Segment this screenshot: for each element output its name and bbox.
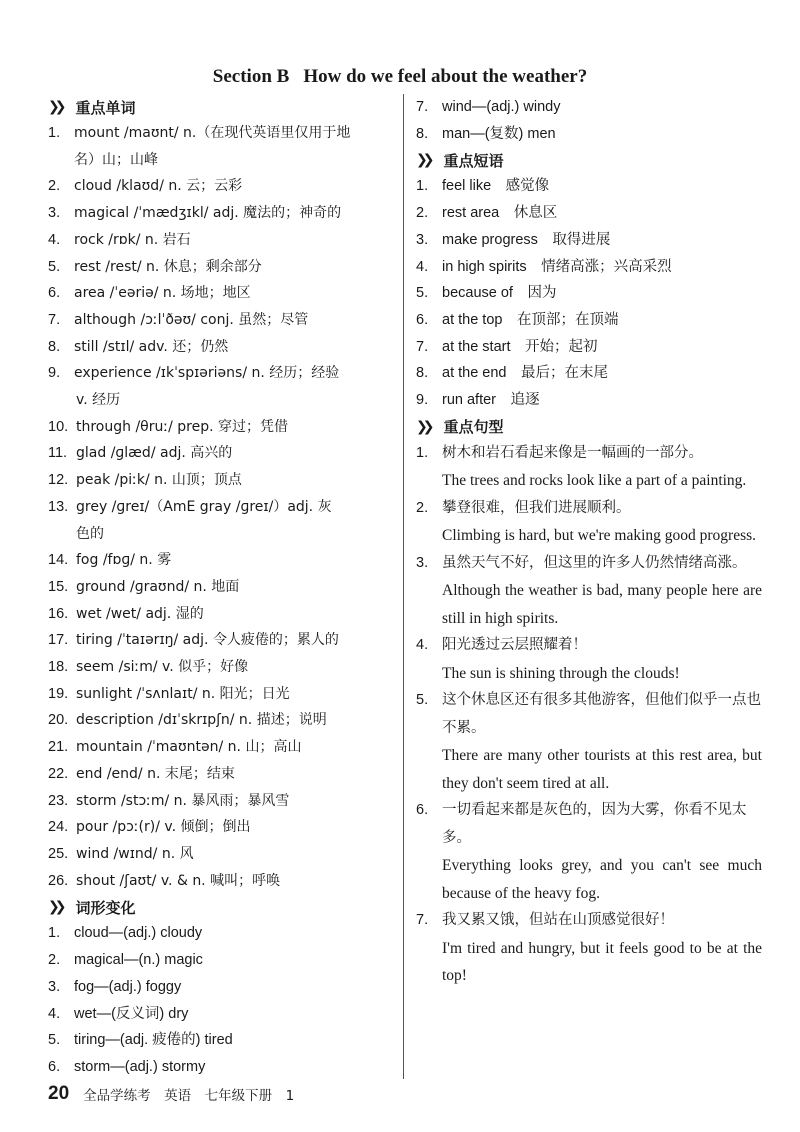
item-number: 24.	[48, 819, 69, 836]
word-entry	[48, 601, 396, 628]
title-section: Section B	[212, 66, 290, 87]
word-entry	[48, 147, 396, 174]
item-number: 5.	[48, 258, 61, 275]
word-entry	[48, 841, 396, 868]
word-entry	[48, 734, 396, 761]
sentence-entry	[416, 687, 762, 797]
item-number: 5.	[416, 692, 429, 709]
item-text: rest /rest/ n. 休息；剩余部分	[74, 258, 262, 275]
item-number: 2.	[416, 499, 429, 516]
item-text: storm /stɔːm/ n. 暴风雨；暴风雪	[76, 792, 290, 809]
double-chevron-icon: ❯❯	[416, 152, 430, 169]
item-number: 12.	[48, 472, 69, 489]
sentence-english: Climbing is hard, but we're making good progress.	[442, 527, 757, 545]
item-number: 8.	[48, 338, 61, 355]
double-chevron-icon: ❯❯	[48, 899, 62, 916]
item-number	[48, 521, 76, 548]
word-form-entry	[48, 1054, 396, 1081]
sentence-chinese: 这个休息区还有很多其他游客，但他们似乎一点也不累。	[442, 692, 761, 736]
item-text: because of 因为	[442, 285, 557, 302]
sentence-english: I'm tired and hungry, but it feels good to be at the top!	[442, 939, 762, 985]
phrase-entry	[416, 387, 762, 414]
item-number: 7.	[416, 99, 429, 115]
item-text: v. 经历	[76, 392, 121, 409]
word-form-entry	[48, 947, 396, 974]
item-text: cloud—(adj.) cloudy	[74, 925, 203, 942]
item-number: 7.	[48, 311, 61, 328]
item-text: although /ɔːlˈðəʊ/ conj. 虽然；尽管	[74, 311, 309, 328]
item-text: magical /ˈmædʒɪkl/ adj. 魔法的；神奇的	[74, 205, 342, 222]
item-number: 6.	[48, 1058, 61, 1075]
item-number: 2.	[48, 178, 61, 195]
item-number: 6.	[416, 311, 429, 328]
words-list	[48, 120, 396, 894]
forms-list-left	[48, 920, 396, 1080]
item-text: fog—(adj.) foggy	[74, 978, 182, 995]
book-title: 全品学练考 英语 七年级下册 1	[83, 1088, 295, 1104]
item-number: 26.	[48, 872, 69, 889]
item-text: wet—(反义词) dry	[74, 1005, 189, 1022]
item-text: grey /ɡreɪ/（AmE gray /ɡreɪ/）adj. 灰	[76, 498, 332, 515]
word-entry	[48, 387, 396, 414]
item-number	[48, 387, 76, 414]
item-text: description /dɪˈskrɪpʃn/ n. 描述；说明	[76, 712, 327, 729]
sentence-entry	[416, 797, 762, 907]
forms-list-right	[416, 94, 762, 147]
item-number: 4.	[48, 231, 61, 248]
left-column	[48, 94, 396, 1081]
sentence-english: Everything looks grey, and you can't see much because of the heavy fog.	[442, 857, 762, 902]
word-form-entry	[48, 1001, 396, 1028]
item-number: 1.	[416, 444, 429, 461]
item-text: still /stɪl/ adv. 还；仍然	[74, 338, 229, 355]
word-form-entry	[48, 920, 396, 947]
sentence-chinese: 一切看起来都是灰色的，因为大雾，你看不见太多。	[442, 802, 747, 846]
word-entry	[48, 521, 396, 548]
item-number: 6.	[416, 802, 429, 819]
double-chevron-icon: ❯❯	[48, 99, 62, 115]
word-entry	[48, 467, 396, 494]
item-text: mount /maʊnt/ n.（在现代英语里仅用于地	[74, 125, 351, 141]
item-text: at the top 在顶部；在顶端	[442, 311, 619, 328]
item-text: tiring /ˈtaɪərɪŋ/ adj. 令人疲倦的；累人的	[76, 632, 339, 649]
item-number: 22.	[48, 765, 69, 782]
sentence-chinese: 我又累又饿，但站在山顶感觉很好！	[442, 912, 674, 929]
word-entry	[48, 654, 396, 681]
phrase-entry	[416, 254, 762, 281]
word-form-entry	[416, 94, 762, 121]
section-heading-forms: ❯❯ 词形变化	[48, 898, 136, 917]
item-text: fog /fɒɡ/ n. 雾	[76, 552, 172, 569]
item-text: rest area 休息区	[442, 205, 558, 222]
item-number: 3.	[48, 205, 61, 222]
item-text: glad /ɡlæd/ adj. 高兴的	[76, 445, 233, 462]
item-number: 2.	[416, 205, 429, 222]
word-form-entry	[416, 121, 762, 148]
item-number: 1.	[48, 925, 61, 942]
item-number: 4.	[416, 258, 429, 275]
item-number: 4.	[48, 1005, 61, 1022]
phrase-entry	[416, 280, 762, 307]
item-number: 8.	[416, 125, 429, 142]
item-number: 3.	[416, 231, 429, 248]
word-entry	[48, 440, 396, 467]
phrases-list	[416, 173, 762, 413]
sentence-english: There are many other tourists at this rest area, but they don't seem tired at all.	[442, 747, 762, 792]
column-divider	[403, 94, 404, 1079]
item-text: at the start 开始；起初	[442, 338, 598, 355]
word-entry	[48, 200, 396, 227]
item-text: end /end/ n. 末尾；结束	[76, 765, 235, 782]
word-entry	[48, 227, 396, 254]
item-number: 9.	[48, 365, 61, 382]
item-number: 17.	[48, 632, 69, 649]
item-number: 9.	[416, 392, 429, 409]
word-entry	[48, 681, 396, 708]
phrase-entry	[416, 173, 762, 200]
item-text: magical—(n.) magic	[74, 952, 203, 969]
item-number: 25.	[48, 845, 69, 862]
word-entry	[48, 627, 396, 654]
word-entry	[48, 120, 396, 147]
item-number: 21.	[48, 739, 69, 756]
sentence-entry	[416, 907, 762, 990]
sentence-chinese: 树木和岩石看起来像是一幅画的一部分。	[442, 444, 703, 461]
item-number	[48, 147, 74, 174]
phrase-entry	[416, 200, 762, 227]
item-text: through /θruː/ prep. 穿过；凭借	[76, 418, 288, 435]
word-entry	[48, 574, 396, 601]
sentence-entry	[416, 632, 762, 687]
item-number: 14.	[48, 552, 69, 569]
item-text: tiring—(adj. 疲倦的) tired	[74, 1032, 233, 1049]
item-text: at the end 最后；在末尾	[442, 365, 608, 382]
sentence-chinese: 虽然天气不好，但这里的许多人仍然情绪高涨。	[442, 554, 747, 571]
item-text: pour /pɔː(r)/ v. 倾倒；倒出	[76, 819, 251, 836]
phrase-entry	[416, 227, 762, 254]
item-number: 6.	[48, 285, 61, 302]
sentence-entry	[416, 440, 762, 495]
item-text: 色的	[76, 525, 104, 542]
word-entry	[48, 307, 396, 334]
phrase-entry	[416, 360, 762, 387]
word-form-entry	[48, 974, 396, 1001]
sentence-english: The trees and rocks look like a part of a painting.	[442, 472, 747, 490]
title-topic: How do we feel about the weather?	[303, 66, 588, 87]
item-number: 13.	[48, 498, 69, 515]
word-entry	[48, 761, 396, 788]
page-number: 20	[48, 1083, 70, 1104]
sentence-chinese: 阳光透过云层照耀着！	[442, 637, 587, 654]
item-text: make progress 取得进展	[442, 231, 611, 248]
item-text: in high spirits 情绪高涨；兴高采烈	[442, 258, 672, 275]
word-entry	[48, 414, 396, 441]
right-column	[416, 94, 762, 990]
item-number: 2.	[48, 952, 61, 969]
item-text: area /ˈeəriə/ n. 场地；地区	[74, 285, 251, 302]
item-text: wet /wet/ adj. 湿的	[76, 605, 204, 622]
item-number: 3.	[48, 978, 61, 995]
item-text: wind /wɪnd/ n. 风	[76, 845, 194, 862]
sentence-english: The sun is shining through the clouds!	[442, 664, 680, 682]
item-text: seem /siːm/ v. 似乎；好像	[76, 659, 249, 676]
sentence-entry	[416, 550, 762, 633]
word-entry	[48, 788, 396, 815]
item-number: 3.	[416, 554, 429, 571]
item-number: 1.	[416, 178, 429, 195]
item-text: ground /ɡraʊnd/ n. 地面	[76, 578, 240, 595]
sentence-english: Although the weather is bad, many people here are still in high spirits.	[442, 582, 762, 627]
item-number: 1.	[48, 125, 61, 141]
section-heading-phrases: ❯❯ 重点短语	[416, 151, 504, 170]
word-entry	[48, 868, 396, 895]
item-number: 10.	[48, 418, 69, 435]
item-text: run after 追逐	[442, 392, 540, 409]
word-entry	[48, 707, 396, 734]
item-text: mountain /ˈmaʊntən/ n. 山；高山	[76, 739, 302, 756]
phrase-entry	[416, 307, 762, 334]
double-chevron-icon: ❯❯	[416, 418, 430, 435]
page-title	[0, 66, 800, 88]
item-text: peak /piːk/ n. 山顶；顶点	[76, 472, 242, 489]
word-entry	[48, 360, 396, 387]
item-number: 15.	[48, 578, 69, 595]
item-text: wind—(adj.) windy	[442, 99, 561, 115]
item-number: 18.	[48, 659, 69, 676]
item-number: 4.	[416, 637, 429, 654]
word-entry	[48, 280, 396, 307]
section-heading-words: ❯❯ 重点单词	[48, 98, 136, 117]
word-entry	[48, 173, 396, 200]
item-number: 7.	[416, 912, 429, 929]
word-entry	[48, 334, 396, 361]
item-text: shout /ʃaʊt/ v. & n. 喊叫；呼唤	[76, 872, 281, 889]
item-text: man—(复数) men	[442, 125, 556, 142]
word-form-entry	[48, 1027, 396, 1054]
word-entry	[48, 547, 396, 574]
item-number: 20.	[48, 712, 69, 729]
item-number: 5.	[416, 285, 429, 302]
phrase-entry	[416, 334, 762, 361]
item-number: 8.	[416, 365, 429, 382]
item-text: 名）山；山峰	[74, 151, 158, 168]
item-number: 23.	[48, 792, 69, 809]
item-number: 11.	[48, 445, 68, 462]
item-text: rock /rɒk/ n. 岩石	[74, 231, 191, 248]
item-text: experience /ɪkˈspɪəriəns/ n. 经历；经验	[74, 365, 340, 382]
sentence-entry	[416, 495, 762, 550]
item-text: storm—(adj.) stormy	[74, 1058, 206, 1075]
item-text: sunlight /ˈsʌnlaɪt/ n. 阳光；日光	[76, 685, 290, 702]
section-heading-sentences: ❯❯ 重点句型	[416, 418, 504, 437]
word-entry	[48, 814, 396, 841]
item-number: 16.	[48, 605, 69, 622]
item-number: 7.	[416, 338, 429, 355]
item-text: cloud /klaʊd/ n. 云；云彩	[74, 178, 243, 195]
word-entry	[48, 254, 396, 281]
page-footer	[48, 1083, 294, 1105]
word-entry	[48, 494, 396, 521]
item-number: 19.	[48, 685, 69, 702]
sentences-list	[416, 440, 762, 990]
sentence-chinese: 攀登很难，但我们进展顺利。	[442, 499, 631, 516]
item-number: 5.	[48, 1032, 61, 1049]
item-text: feel like 感觉像	[442, 178, 550, 195]
